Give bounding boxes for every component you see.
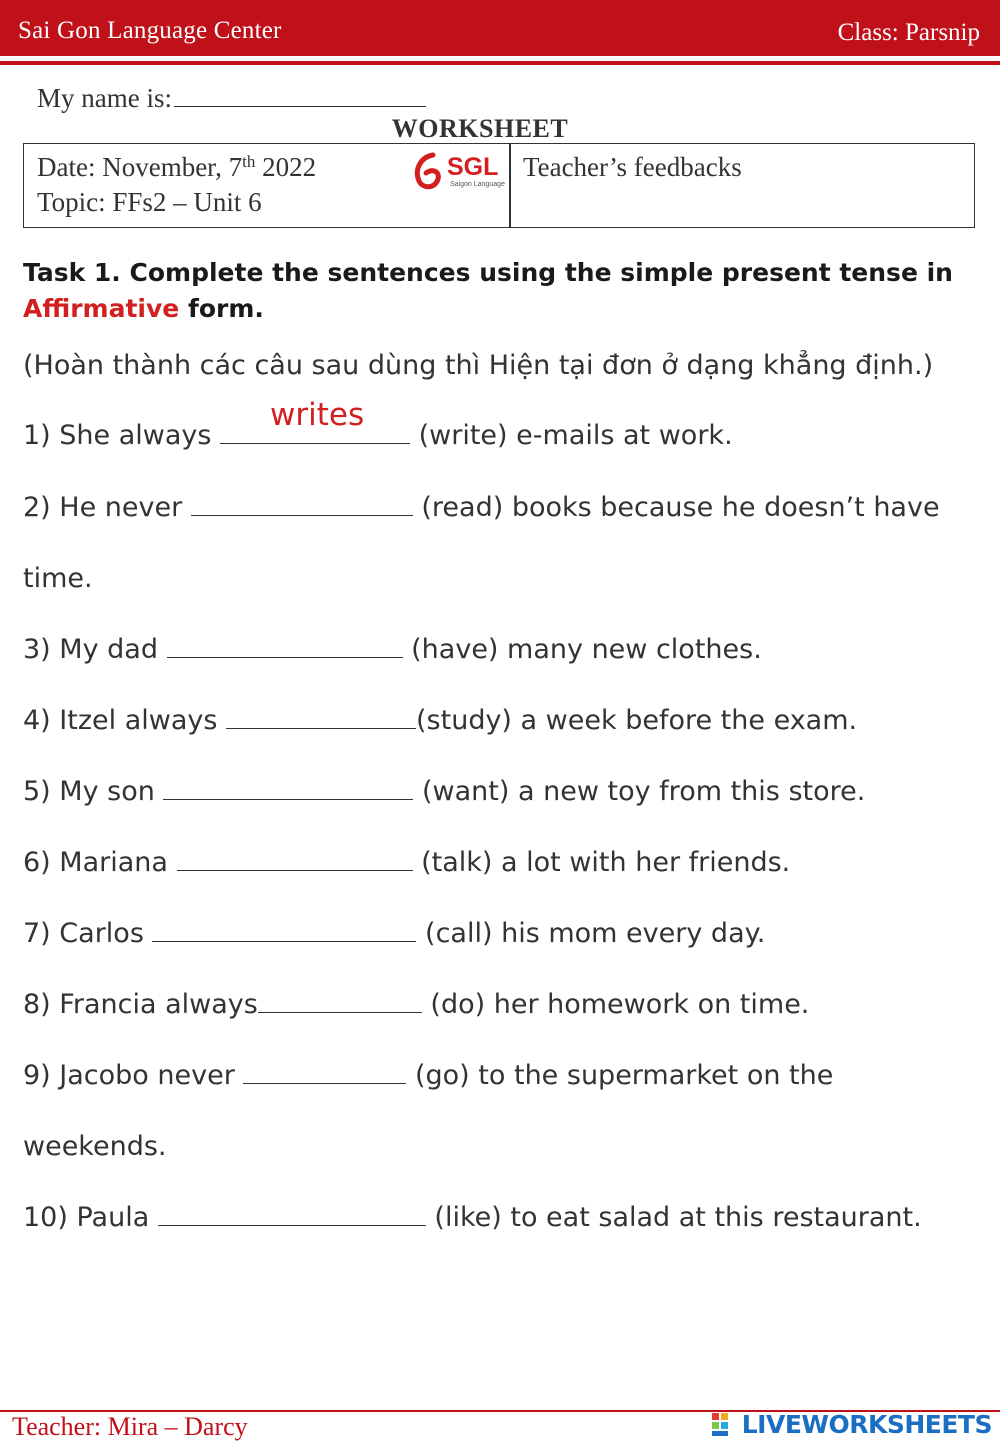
- sgl-logo: [411, 149, 511, 193]
- question-8-before: 8) Francia always: [23, 989, 258, 1020]
- liveworksheets-logo[interactable]: [712, 1410, 992, 1439]
- question-6-after: (talk) a lot with her friends.: [412, 847, 791, 878]
- header-divider: [0, 61, 1000, 65]
- question-10-blank[interactable]: [158, 1203, 426, 1226]
- question-10-before: 10) Paula: [23, 1202, 158, 1233]
- question-4-blank[interactable]: [226, 706, 416, 729]
- worksheet-title: WORKSHEET: [391, 114, 569, 143]
- task-title: [23, 255, 983, 327]
- question-4-after: (study) a week before the exam.: [416, 705, 858, 736]
- date-line: [37, 152, 316, 183]
- question-2-after: (read) books because he doesn’t have: [412, 492, 940, 523]
- question-5-before: 5) My son: [23, 776, 164, 807]
- class-label: Class: Parsnip: [837, 19, 980, 46]
- school-name: Sai Gon Language Center: [18, 17, 282, 44]
- question-10-after: (like) to eat salad at this restaurant.: [425, 1202, 922, 1233]
- question-3-before: 3) My dad: [23, 634, 167, 665]
- question-2-before: 2) He never: [23, 492, 191, 523]
- question-6: [23, 847, 790, 878]
- question-4-before: 4) Itzel always: [23, 705, 227, 736]
- question-9: [23, 1060, 833, 1091]
- question-1-blank[interactable]: [220, 397, 410, 444]
- question-3: [23, 634, 762, 665]
- topic-line: Topic: FFs2 – Unit 6: [37, 187, 262, 217]
- sgl-logo-text: SGL: [447, 153, 499, 181]
- question-8: [23, 989, 809, 1020]
- question-9-after: (go) to the supermarket on the: [406, 1060, 834, 1091]
- task-translation: (Hoàn thành các câu sau dùng thì Hiện tại đơn ở dạng khẳng định.): [23, 350, 934, 381]
- header-bar: [0, 0, 1000, 56]
- name-input-blank[interactable]: [174, 78, 426, 107]
- question-1-before: 1) She always: [23, 420, 221, 451]
- question-8-after: (do) her homework on time.: [421, 989, 810, 1020]
- info-table: [23, 143, 975, 228]
- question-2: [23, 492, 940, 523]
- question-3-blank[interactable]: [167, 635, 403, 658]
- question-5-blank[interactable]: [163, 777, 413, 800]
- question-9-before: 9) Jacobo never: [23, 1060, 244, 1091]
- teacher-name: Teacher: Mira – Darcy: [12, 1412, 248, 1441]
- question-5: [23, 776, 865, 807]
- date-year: 2022: [255, 152, 317, 182]
- question-1-after: (write) e-mails at work.: [410, 420, 733, 451]
- question-7-blank[interactable]: [152, 919, 416, 942]
- question-2-continuation: time.: [23, 563, 93, 594]
- sgl-logo-subtext: Saigon Language: [450, 181, 505, 188]
- question-4: [23, 705, 857, 736]
- task-title-part1: Task 1. Complete the sentences using the simple present tense in: [23, 258, 953, 287]
- question-7: [23, 918, 765, 949]
- question-7-before: 7) Carlos: [23, 918, 153, 949]
- date-superscript: th: [242, 152, 256, 171]
- date-prefix: Date: November, 7: [37, 152, 243, 182]
- question-8-blank[interactable]: [258, 990, 422, 1013]
- liveworksheets-brand: LIVEWORKSHEETS: [741, 1410, 992, 1439]
- question-5-after: (want) a new toy from this store.: [413, 776, 866, 807]
- question-9-blank[interactable]: [243, 1061, 406, 1084]
- task-title-part2: form.: [179, 294, 264, 323]
- question-9-continuation: weekends.: [23, 1131, 167, 1162]
- question-10: [23, 1202, 922, 1233]
- liveworksheets-icon: [712, 1413, 738, 1437]
- sgl-logo-swirl: [417, 155, 438, 187]
- question-1: [23, 397, 733, 451]
- student-name-row: [37, 78, 426, 114]
- question-3-after: (have) many new clothes.: [402, 634, 762, 665]
- question-2-blank[interactable]: [191, 493, 413, 516]
- task-title-highlight: Affirmative: [23, 294, 180, 323]
- question-6-before: 6) Mariana: [23, 847, 177, 878]
- question-7-after: (call) his mom every day.: [416, 918, 766, 949]
- question-1-answer: writes: [270, 397, 365, 433]
- question-6-blank[interactable]: [177, 848, 413, 871]
- name-label: My name is:: [37, 83, 172, 113]
- teacher-feedback-label: Teacher’s feedbacks: [523, 152, 742, 182]
